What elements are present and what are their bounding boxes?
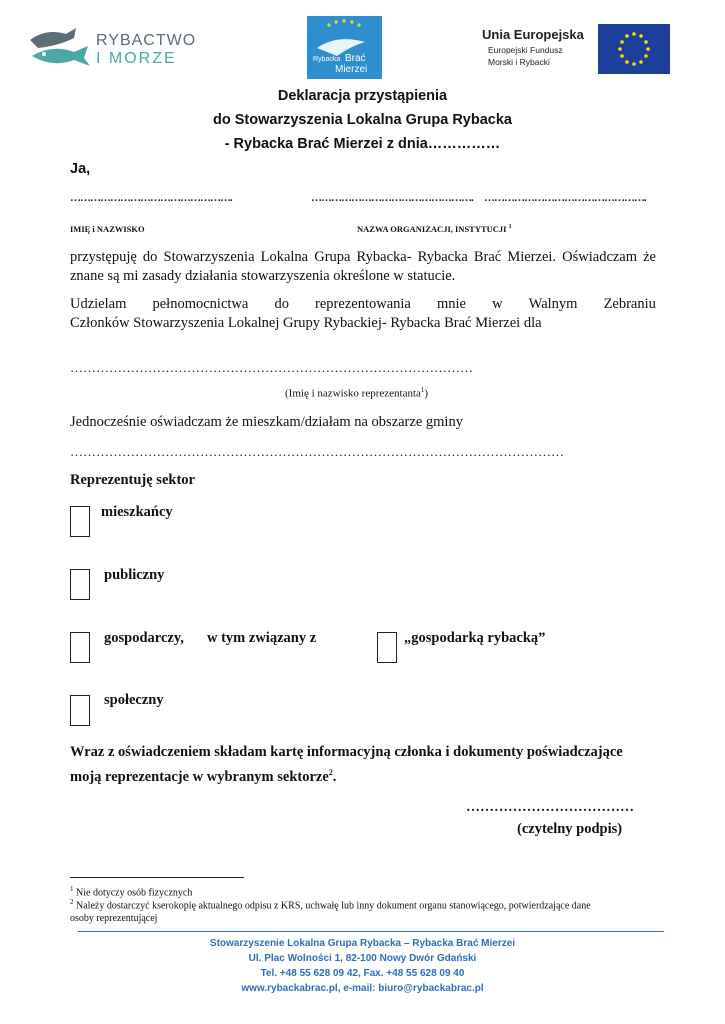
org-label-footnote-ref: 1 [508,224,512,231]
footnote-2-text-line-2: osoby reprezentującej [70,913,158,925]
proxy-paragraph-line-1 [70,295,656,314]
closing-statement-line-2 [70,763,336,787]
eu-title: Unia Europejska [482,27,584,42]
org-label-text: NAZWA ORGANIZACJI, INSTYTUCJI [357,224,507,234]
proxy-paragraph-line-2: Członków Stowarzyszenia Lokalnej Grupy Rybackiej- Rybacka Brać Mierzei dla [70,315,542,331]
footer-divider [78,931,664,932]
signature-label: (czytelny podpis) [517,821,623,837]
option-publiczny-label: publiczny [104,567,165,583]
logo2-text-brac: Brać [345,53,366,64]
proxy-word: Udzielam [70,296,127,312]
closing-footnote-ref: 2 [328,768,333,777]
signature-field-dots[interactable]: ……………………………… [466,800,634,815]
representative-footnote-ref: 1 [420,386,425,394]
option-w-tym-label: w tym związany z [207,630,317,646]
footnote-1-text: Nie dotyczy osób fizycznych [73,887,193,899]
footnote-1-number: 1 [70,885,74,893]
org-label [357,224,512,234]
option-mieszkancy-label: mieszkańcy [101,504,173,520]
footer-line-2: Ul. Plac Wolności 1, 82-100 Nowy Dwór Gdański [248,953,477,964]
title-line-3: - Rybacka Brać Mierzei z dnia…………… [224,136,501,152]
checkbox-gospodarczy[interactable] [70,632,90,663]
checkbox-gospodarka-rybacka[interactable] [377,632,397,663]
proxy-word: Zebraniu [603,296,656,312]
proxy-word: pełnomocnictwa [152,296,249,312]
footer-line-4[interactable]: www.rybackabrac.pl, e-mail: biuro@rybackabrac.pl [241,983,484,994]
footer-line-3: Tel. +48 55 628 09 42, Fax. +48 55 628 09 40 [260,968,465,979]
proxy-word: Walnym [528,296,578,312]
logo-text-rybactwo: RYBACTWO [96,32,197,49]
representative-label-end: ) [424,387,429,400]
proxy-word: reprezentowania [315,296,411,312]
name-label: IMIĘ i NAZWISKO [70,224,145,234]
logo-eu [482,24,672,74]
checkbox-mieszkancy[interactable] [70,506,90,537]
option-gospodarka-rybacka-label: „gospodarką rybacką” [404,630,546,646]
logo2-text-rybacka: Rybacka [313,56,341,63]
option-spoleczny-label: społeczny [104,692,164,708]
proxy-word: do [274,296,289,312]
logo-rybacka-brac-mierzei [307,16,382,79]
title-line-2: do Stowarzyszenia Lokalna Grupa Rybacka [213,112,512,128]
eu-subtitle-2: Morski i Rybacki [488,57,550,67]
gmina-field-dots[interactable]: …………………………………………………………………………………………………… [70,444,564,459]
proxy-word: w [492,296,503,312]
footnote-divider [70,877,244,878]
footnote-2-number: 2 [70,898,74,906]
org-field-dots-2[interactable]: …………………………………………. [484,192,646,204]
representative-label [285,386,428,400]
checkbox-publiczny[interactable] [70,569,90,600]
checkbox-spoleczny[interactable] [70,695,90,726]
closing-statement-line-1: Wraz z oświadczeniem składam kartę informacyjną członka i dokumenty poświadczające [70,744,623,760]
logo2-text-mierzei: Mierzei [335,64,368,75]
logo-rybactwo-i-morze [28,26,200,72]
closing-statement-text: moją reprezentacje w wybranym sektorze [70,768,329,785]
title-line-1: Deklaracja przystąpienia [277,88,448,104]
ja-label: Ja, [70,161,91,177]
eu-subtitle-1: Europejski Fundusz [488,45,563,55]
representative-label-text: (Imię i nazwisko reprezentanta [285,387,421,400]
footnote-2-text-line-1: Należy dostarczyć kserokopię aktualnego odpisu z KRS, uchwałę lub inny dokument organu stanowiącego, potwierdzające dane [73,900,591,912]
representative-field-dots[interactable]: ………………………………………………………………………………… [70,360,473,375]
residence-paragraph: Jednocześnie oświadczam że mieszkam/działam na obszarze gminy [70,414,463,430]
eu-flag-icon [598,24,670,74]
declaration-paragraph: przystępuję do Stowarzyszenia Lokalna Grupa Rybacka- Rybacka Brać Mierzei. Oświadczam że znane są mi zasady działania stowarzyszenia określone w statucie. [70,249,656,284]
proxy-word: mnie [436,296,466,312]
logo-text-i-morze: I MORZE [96,50,177,67]
name-field-dots[interactable]: …………………………………………. [70,192,232,204]
footer-line-1: Stowarzyszenie Lokalna Grupa Rybacka – Rybacka Brać Mierzei [209,938,516,949]
footnote-2 [70,896,660,925]
fish-logo-icon [28,26,94,70]
option-gospodarczy-label: gospodarczy, [104,630,184,646]
org-field-dots-1[interactable]: …………………………………………. [311,192,473,204]
sector-heading: Reprezentuję sektor [70,472,195,488]
closing-statement-end: . [332,768,337,785]
